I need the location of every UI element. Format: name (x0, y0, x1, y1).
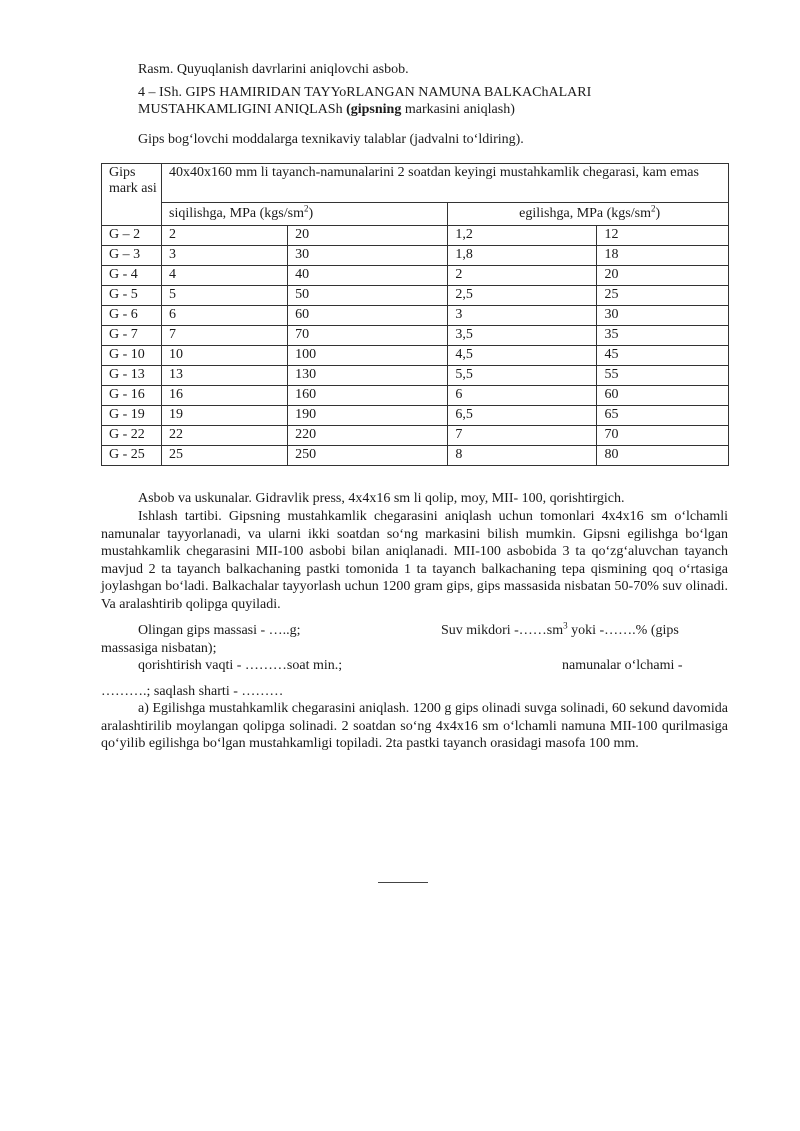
heading-line-2 (138, 101, 515, 118)
heading-line-2-tail: markasini aniqlash) (401, 102, 515, 117)
value-cell: 45 (597, 346, 729, 366)
table-body (102, 226, 729, 466)
value-cell: 250 (288, 446, 448, 466)
table-header-row (102, 164, 729, 203)
table-row (102, 246, 729, 266)
grade-cell: G - 22 (102, 426, 162, 446)
value-cell: 35 (597, 326, 729, 346)
value-cell: 60 (597, 386, 729, 406)
value-cell: 16 (162, 386, 288, 406)
subheader-compression-text: siqilishga, MPa (kgs/sm (169, 206, 304, 221)
value-cell: 6,5 (448, 406, 597, 426)
table-row (102, 266, 729, 286)
mixing-time-field: qorishtirish vaqti - ………soat min.; (138, 658, 343, 673)
value-cell: 19 (162, 406, 288, 426)
subheader-bending (448, 203, 729, 226)
table-row (102, 386, 729, 406)
value-cell: 190 (288, 406, 448, 426)
value-cell: 2 (448, 266, 597, 286)
value-cell: 80 (597, 446, 729, 466)
value-cell: 25 (597, 286, 729, 306)
value-cell: 50 (288, 286, 448, 306)
grade-cell: G - 7 (102, 326, 162, 346)
storage-condition-field: ……….; saqlash sharti - ……… (101, 684, 284, 699)
subheader-compression-sup: 2 (303, 203, 309, 214)
value-cell: 65 (597, 406, 729, 426)
mass-ratio-text: massasiga nisbatan); (101, 641, 217, 656)
value-cell: 10 (162, 346, 288, 366)
value-cell: 7 (448, 426, 597, 446)
grade-cell: G – 3 (102, 246, 162, 266)
value-cell: 8 (448, 446, 597, 466)
table-row (102, 426, 729, 446)
grade-cell: G – 2 (102, 226, 162, 246)
figure-caption: Rasm. Quyuqlanish davrlarini aniqlovchi asbob. (138, 62, 409, 77)
table-subheader-row (102, 203, 729, 226)
grade-cell: G - 4 (102, 266, 162, 286)
intro-text: Gips bog‘lovchi moddalarga texnikaviy talablar (jadvalni to‘ldiring). (138, 132, 524, 147)
value-cell: 1,8 (448, 246, 597, 266)
value-cell: 5 (162, 286, 288, 306)
heading-line-2-plain: MUSTAHKAMLIGINI ANIQLASh (138, 102, 347, 117)
grade-cell: G - 5 (102, 286, 162, 306)
grade-cell: G - 10 (102, 346, 162, 366)
water-amount-sup: 3 (563, 620, 568, 631)
subheader-bending-close: ) (655, 206, 661, 221)
table-row (102, 366, 729, 386)
value-cell: 7 (162, 326, 288, 346)
equipment-paragraph: Asbob va uskunalar. Gidravlik press, 4x4x16 sm li qolip, moy, MII- 100, qorishtirgich. (138, 491, 625, 506)
grade-cell: G - 16 (102, 386, 162, 406)
subheader-compression (162, 203, 448, 226)
sample-size-field: namunalar o‘lchami - (562, 658, 683, 673)
water-amount-field (441, 622, 679, 639)
value-cell: 13 (162, 366, 288, 386)
procedure-paragraph: Ishlash tartibi. Gipsning mustahkamlik chegarasini aniqlash uchun tomonlari 4x4x16 sm o‘lchamli namunalar tayyorlanadi, va ularni ikki soatdan so‘ng markasini bilish mumkin. Gipsni egilishga bo‘lgan mustahkamlik chegarasini MII-100 asbobi bilan aniqlanadi. MII-100 asbobida 3 ta qo‘zg‘aluvchan tayanch mavjud 2 ta tayanch balkachaning pastki tomonida 1 ta tayanch balkachaning tepa qismining qoq o‘rtasiga joylashgan bo‘ladi. Balkachalar tayyorlash uchun 1200 gram gips, gips massasida nisbatan 50-70% suv olinadi. Va aralashtirib qolipga quyiladi. (101, 509, 728, 612)
subheader-bending-sup: 2 (651, 203, 656, 214)
group-header: 40x40x160 mm li tayanch-namunalarini 2 soatdan keyingi mustahkamlik chegarasi, kam emas (162, 164, 729, 203)
value-cell: 40 (288, 266, 448, 286)
value-cell: 5,5 (448, 366, 597, 386)
value-cell: 2 (162, 226, 288, 246)
heading-line-1: 4 – ISh. GIPS HAMIRIDAN TAYYoRLANGAN NAMUNA BALKAChALARI (138, 85, 592, 100)
grade-cell: G - 25 (102, 446, 162, 466)
value-cell: 60 (288, 306, 448, 326)
value-cell: 3,5 (448, 326, 597, 346)
value-cell: 3 (162, 246, 288, 266)
value-cell: 1,2 (448, 226, 597, 246)
value-cell: 100 (288, 346, 448, 366)
value-cell: 20 (288, 226, 448, 246)
value-cell: 70 (597, 426, 729, 446)
value-cell: 30 (597, 306, 729, 326)
table-row (102, 406, 729, 426)
value-cell: 55 (597, 366, 729, 386)
value-cell: 2,5 (448, 286, 597, 306)
value-cell: 220 (288, 426, 448, 446)
water-amount-tail: yoki -…….% (gips (567, 623, 679, 638)
value-cell: 160 (288, 386, 448, 406)
water-amount-text: Suv mikdori -……sm (441, 623, 564, 638)
table-row (102, 346, 729, 366)
table-row (102, 446, 729, 466)
heading-line-2-bold: (gipsning (346, 102, 402, 117)
value-cell: 30 (288, 246, 448, 266)
subheader-compression-close: ) (308, 206, 314, 221)
value-cell: 4 (162, 266, 288, 286)
gypsum-mass-field: Olingan gips massasi - …..g; (138, 623, 301, 638)
value-cell: 3 (448, 306, 597, 326)
value-cell: 25 (162, 446, 288, 466)
value-cell: 130 (288, 366, 448, 386)
table-row (102, 286, 729, 306)
value-cell: 70 (288, 326, 448, 346)
value-cell: 6 (448, 386, 597, 406)
table-row (102, 306, 729, 326)
grade-cell: G - 13 (102, 366, 162, 386)
footer-divider (378, 882, 428, 883)
value-cell: 4,5 (448, 346, 597, 366)
col-gips-header: Gips mark asi (102, 164, 162, 226)
bending-strength-paragraph: a) Egilishga mustahkamlik chegarasini aniqlash. 1200 g gips olinadi suvga solinadi, 60 sekund davomida aralashtirilib moylangan qolipga solinadi. 2 soatdan so‘ng 4x4x16 sm o‘lchamli namuna MII-100 qurilmasiga qo‘yilib egilishga bo‘lgan mustahkamligi topiladi. 2ta pastki tayanch orasidagi masofa 100 mm. (101, 701, 728, 751)
gips-requirements-table (101, 163, 729, 466)
table-row (102, 326, 729, 346)
subheader-bending-text: egilishga, MPa (kgs/sm (519, 206, 651, 221)
table-row (102, 226, 729, 246)
value-cell: 18 (597, 246, 729, 266)
value-cell: 22 (162, 426, 288, 446)
value-cell: 20 (597, 266, 729, 286)
value-cell: 12 (597, 226, 729, 246)
grade-cell: G - 6 (102, 306, 162, 326)
grade-cell: G - 19 (102, 406, 162, 426)
value-cell: 6 (162, 306, 288, 326)
